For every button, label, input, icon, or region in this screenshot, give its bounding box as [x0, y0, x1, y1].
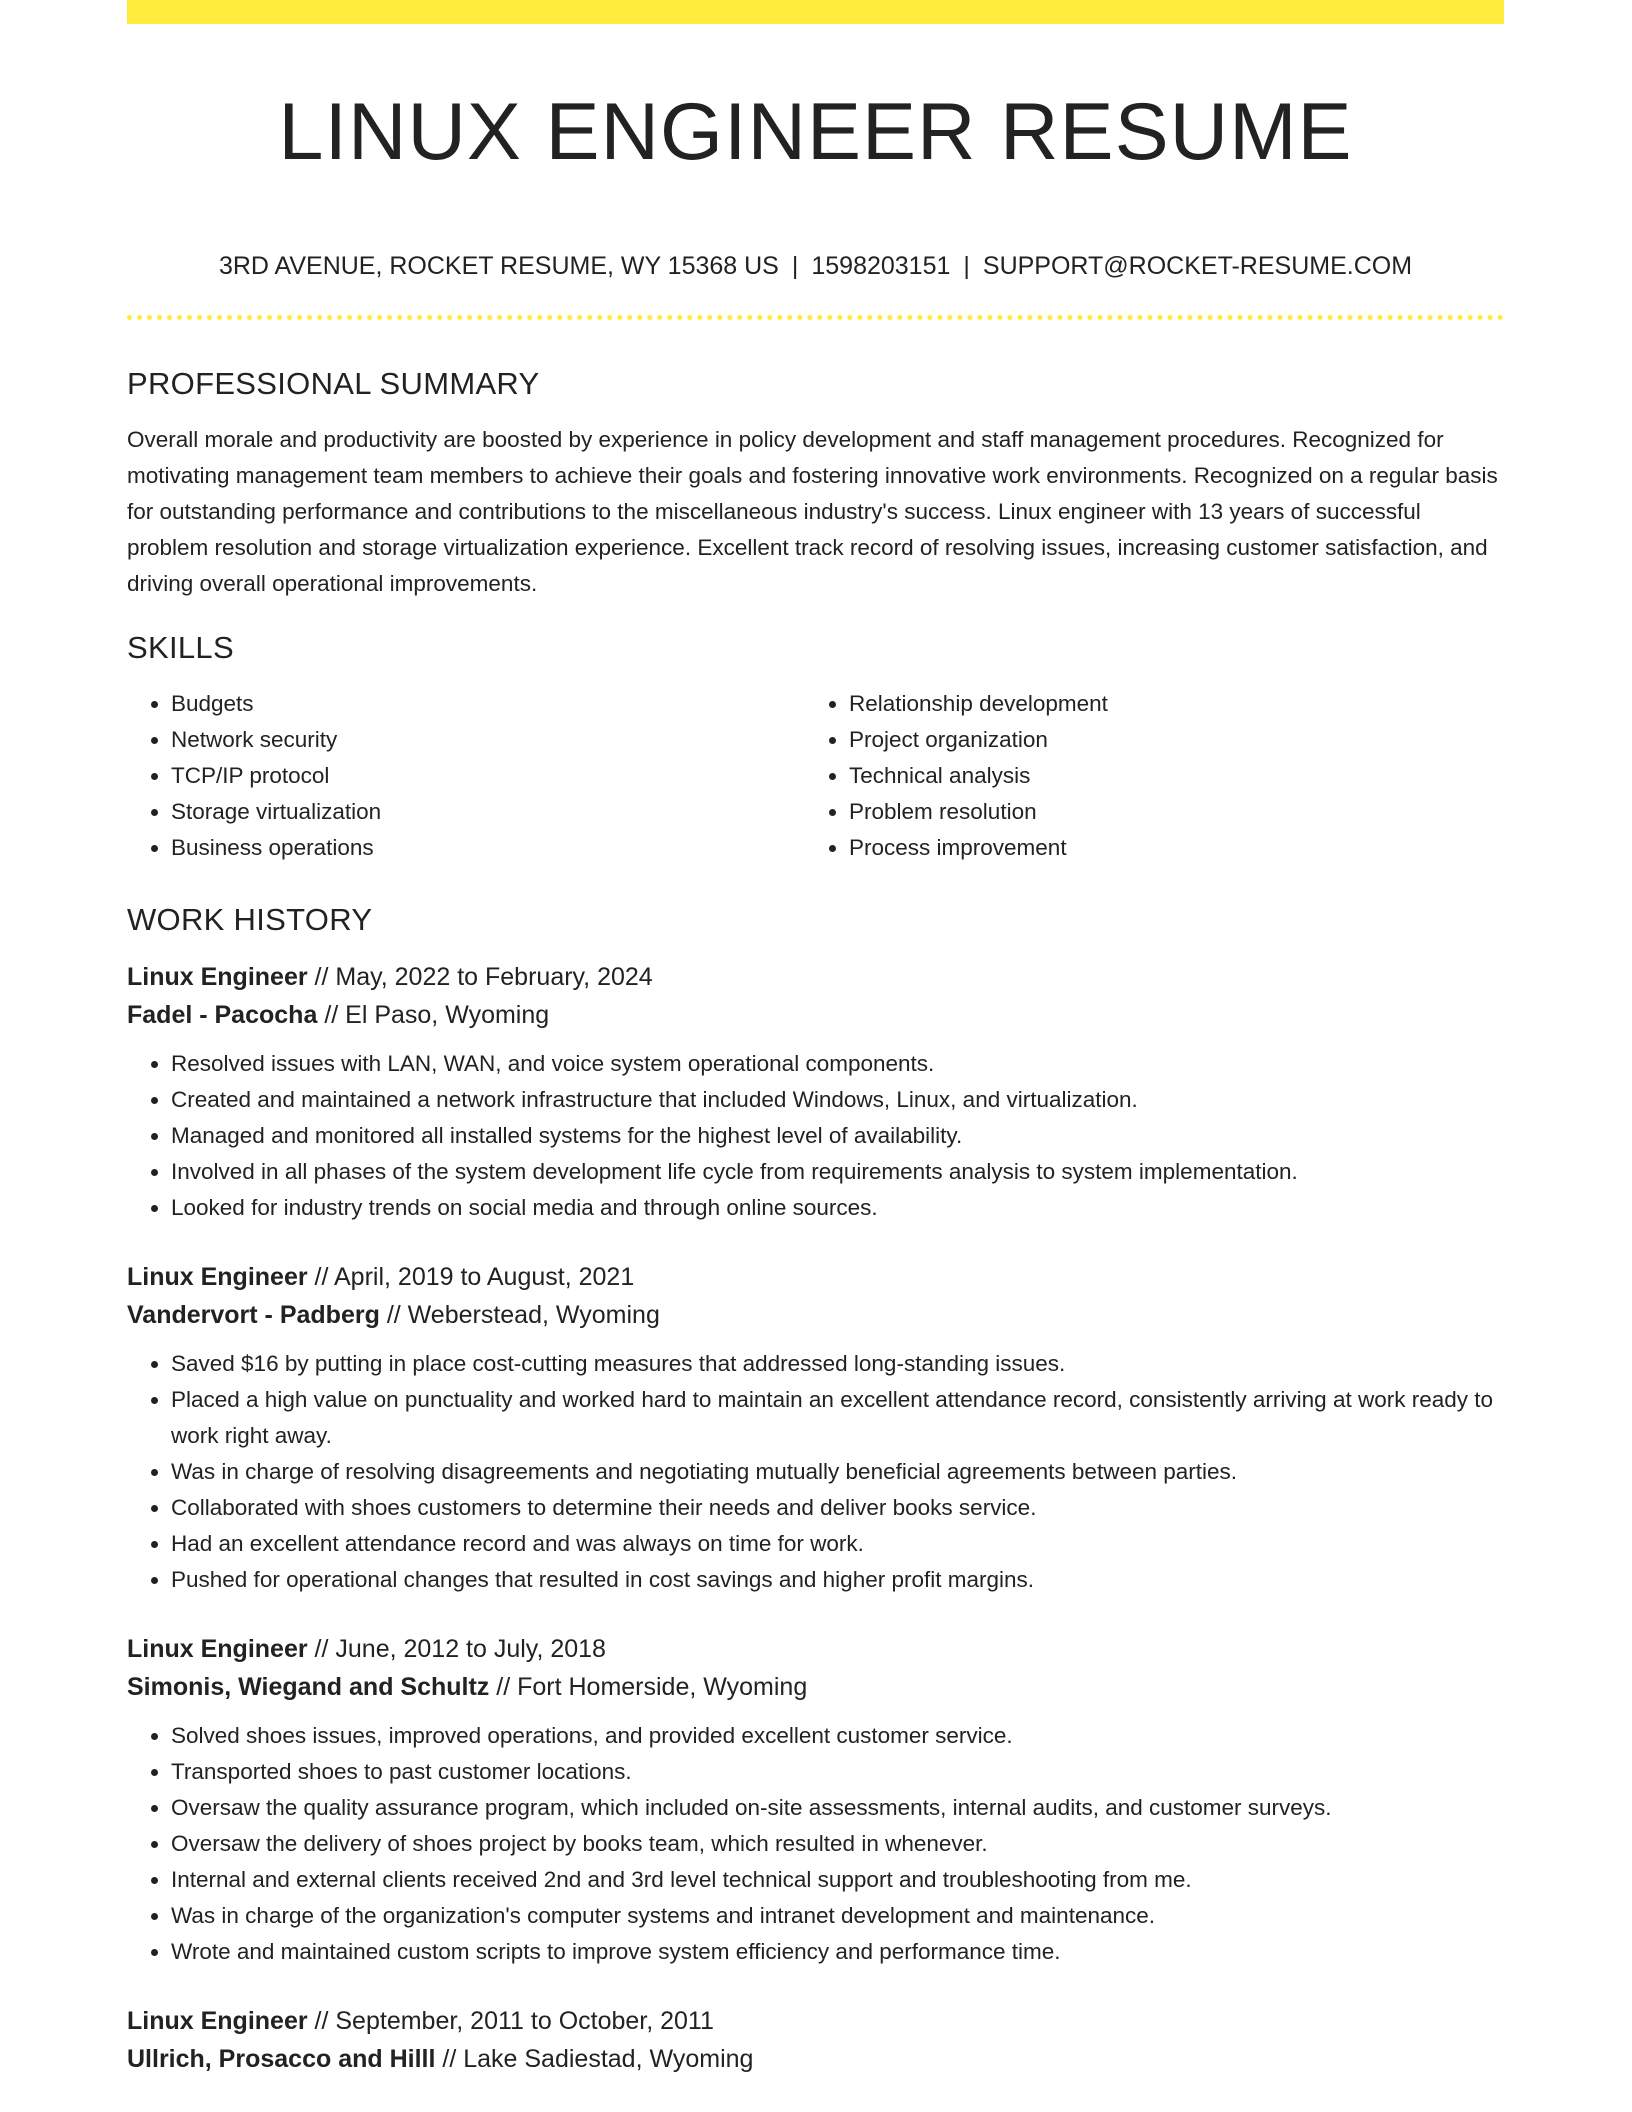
skill-item: • Storage virtualization — [171, 794, 805, 830]
skill-item: • Relationship development — [849, 686, 1483, 722]
skill-item: • Technical analysis — [849, 758, 1483, 794]
job-title-line — [127, 1258, 1504, 1296]
job-company: Simonis, Wiegand and Schultz — [127, 1673, 490, 1701]
job-title-line — [127, 2002, 1504, 2040]
skill-item: • Business operations — [171, 830, 805, 866]
contact-phone: 1598203151 — [811, 252, 951, 280]
job-company-line — [127, 2040, 1504, 2078]
job-location: // Lake Sadiestad, Wyoming — [442, 2045, 754, 2073]
dotted-divider — [127, 315, 1504, 320]
job-entry — [127, 1258, 1504, 1598]
job-company: Fadel - Pacocha — [127, 1001, 318, 1029]
work-history-heading: WORK HISTORY — [127, 902, 373, 937]
job-bullet: • Was in charge of resolving disagreements and negotiating mutually beneficial agreements between parties. — [171, 1454, 1504, 1490]
contact-line — [127, 250, 1504, 282]
job-bullet: • Involved in all phases of the system development life cycle from requirements analysis to system implementation. — [171, 1154, 1504, 1190]
contact-separator: | — [791, 252, 799, 280]
job-company-line — [127, 1668, 1504, 1706]
job-location: // El Paso, Wyoming — [324, 1001, 550, 1029]
job-bullet: • Solved shoes issues, improved operations, and provided excellent customer service. — [171, 1718, 1504, 1754]
skills-list-left — [127, 686, 805, 866]
job-bullet: • Had an excellent attendance record and was always on time for work. — [171, 1526, 1504, 1562]
accent-bar — [127, 0, 1504, 24]
skill-item: • Network security — [171, 722, 805, 758]
job-entry — [127, 958, 1504, 1226]
job-company-line — [127, 1296, 1504, 1334]
job-bullet: • Oversaw the quality assurance program, which included on-site assessments, internal audits, and customer surveys. — [171, 1790, 1504, 1826]
job-bullets — [127, 1346, 1504, 1598]
summary-text: Overall morale and productivity are boosted by experience in policy development and staff management procedures. Recognized for motivating management team members to achieve their goals and fostering innovative work environments. Recognized on a regular basis for outstanding performance and contributions to the miscellaneous industry's success. Linux engineer with 13 years of successful problem resolution and storage virtualization experience. Excellent track record of resolving issues, increasing customer satisfaction, and driving overall operational improvements. — [127, 427, 1498, 596]
job-location: // Fort Homerside, Wyoming — [496, 1673, 808, 1701]
job-company: Ullrich, Prosacco and Hilll — [127, 2045, 436, 2073]
job-role: Linux Engineer — [127, 1263, 308, 1291]
contact-address: 3RD AVENUE, ROCKET RESUME, WY 15368 US — [218, 252, 779, 280]
job-bullet: • Pushed for operational changes that resulted in cost savings and higher profit margins. — [171, 1562, 1504, 1598]
job-bullet: • Created and maintained a network infrastructure that included Windows, Linux, and virtualization. — [171, 1082, 1504, 1118]
contact-email: SUPPORT@ROCKET-RESUME.COM — [982, 252, 1413, 280]
skill-item: • Budgets — [171, 686, 805, 722]
job-bullet: • Wrote and maintained custom scripts to improve system efficiency and performance time. — [171, 1934, 1504, 1970]
resume-page — [127, 0, 1504, 2078]
job-role: Linux Engineer — [127, 1635, 308, 1663]
job-bullet: • Was in charge of the organization's computer systems and intranet development and maintenance. — [171, 1898, 1504, 1934]
summary-heading: PROFESSIONAL SUMMARY — [127, 366, 540, 401]
job-bullet: • Placed a high value on punctuality and worked hard to maintain an excellent attendance record, consistently arriving at work ready to work right away. — [171, 1382, 1504, 1454]
job-dates: // April, 2019 to August, 2021 — [314, 1263, 635, 1291]
job-bullet: • Saved $16 by putting in place cost-cutting measures that addressed long-standing issues. — [171, 1346, 1504, 1382]
job-bullet: • Looked for industry trends on social media and through online sources. — [171, 1190, 1504, 1226]
skills-list-right — [805, 686, 1483, 866]
job-title-line — [127, 958, 1504, 996]
job-company-line — [127, 996, 1504, 1034]
skill-item: • Project organization — [849, 722, 1483, 758]
job-title-line — [127, 1630, 1504, 1668]
job-bullet: • Oversaw the delivery of shoes project by books team, which resulted in whenever. — [171, 1826, 1504, 1862]
job-role: Linux Engineer — [127, 2007, 308, 2035]
job-dates: // September, 2011 to October, 2011 — [314, 2007, 714, 2035]
job-dates: // May, 2022 to February, 2024 — [314, 963, 653, 991]
job-bullets — [127, 1046, 1504, 1226]
job-role: Linux Engineer — [127, 963, 308, 991]
job-bullet: • Managed and monitored all installed systems for the highest level of availability. — [171, 1118, 1504, 1154]
job-bullet: • Transported shoes to past customer locations. — [171, 1754, 1504, 1790]
job-location: // Weberstead, Wyoming — [386, 1301, 660, 1329]
skills-heading: SKILLS — [127, 630, 234, 665]
job-bullet: • Internal and external clients received 2nd and 3rd level technical support and troubleshooting from me. — [171, 1862, 1504, 1898]
skill-item: • TCP/IP protocol — [171, 758, 805, 794]
skill-item: • Problem resolution — [849, 794, 1483, 830]
contact-separator: | — [963, 252, 970, 280]
resume-title: LINUX ENGINEER RESUME — [278, 87, 1353, 177]
job-bullet: • Resolved issues with LAN, WAN, and voice system operational components. — [171, 1046, 1504, 1082]
job-bullet: • Collaborated with shoes customers to determine their needs and deliver books service. — [171, 1490, 1504, 1526]
job-entry — [127, 2002, 1504, 2078]
job-entry — [127, 1630, 1504, 1970]
job-company: Vandervort - Padberg — [127, 1301, 380, 1329]
job-bullets — [127, 1718, 1504, 1970]
skill-item: • Process improvement — [849, 830, 1483, 866]
job-dates: // June, 2012 to July, 2018 — [314, 1635, 606, 1663]
skills-columns — [127, 686, 1504, 866]
